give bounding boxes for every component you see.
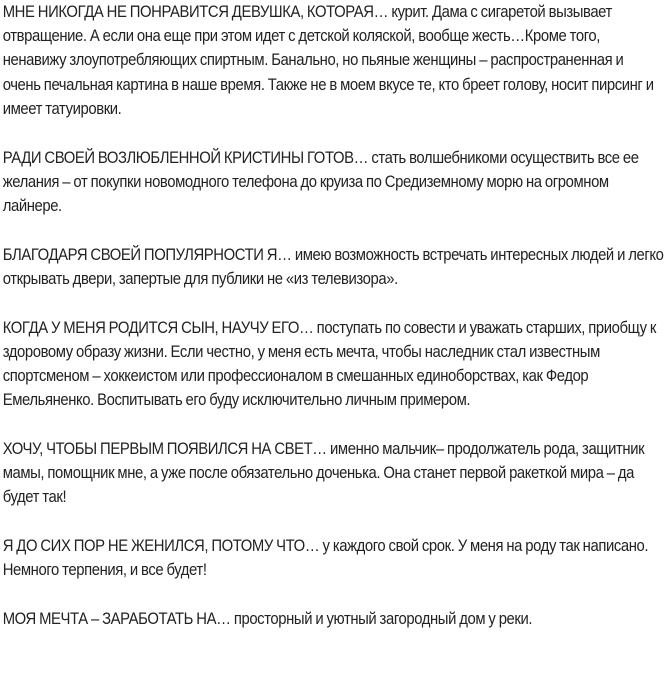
paragraph-first-born bbox=[3, 437, 665, 510]
paragraph-text: именно мальчик– продолжатель рода, защитник мамы, помощник мне, а уже после обязательно доченька. Она станет первой ракеткой мира – да будет так! bbox=[2, 439, 645, 507]
paragraph-lead: БЛАГОДАРЯ СВОЕЙ ПОПУЛЯРНОСТИ Я… bbox=[2, 245, 292, 264]
paragraph-lead: МОЯ МЕЧТА – ЗАРАБОТАТЬ НА… bbox=[2, 609, 231, 628]
paragraph-son bbox=[3, 316, 665, 413]
paragraph-text: имею возможность встречать интересных людей и легко открывать двери, запертые для публики не «из телевизора». bbox=[2, 245, 664, 288]
paragraph-smoking bbox=[3, 0, 665, 121]
paragraph-lead: МНЕ НИКОГДА НЕ ПОНРАВИТСЯ ДЕВУШКА, КОТОРАЯ… bbox=[2, 3, 389, 21]
paragraph-lead: РАДИ СВОЕЙ ВОЗЛЮБЛЕННОЙ КРИСТИНЫ ГОТОВ… bbox=[2, 148, 369, 167]
paragraph-lead: ХОЧУ, ЧТОБЫ ПЕРВЫМ ПОЯВИЛСЯ НА СВЕТ… bbox=[2, 439, 327, 458]
paragraph-text: поступать по совести и уважать старших, приобщу к здоровому образу жизни. Если честно, у меня есть мечта, чтобы наследник стал известным спортсменом – хоккеистом или профессионалом в смешанных единоборствах, как Федор Емельяненко. Воспитывать его буду исключительно личным примером. bbox=[2, 318, 656, 410]
paragraph-text: стать волшебникоми осуществить все ее желания – от покупки новомодного телефона до круиза по Средиземному морю на огромном лайнере. bbox=[2, 148, 639, 215]
paragraph-text: у каждого свой срок. У меня на роду так написано. Немного терпения, и все будет! bbox=[2, 536, 649, 580]
paragraph-kristina bbox=[3, 146, 665, 219]
paragraph-not-married bbox=[3, 534, 665, 582]
paragraph-lead: Я ДО СИХ ПОР НЕ ЖЕНИЛСЯ, ПОТОМУ ЧТО… bbox=[2, 536, 320, 555]
paragraph-dream bbox=[3, 607, 665, 631]
paragraph-lead: КОГДА У МЕНЯ РОДИТСЯ СЫН, НАУЧУ ЕГО… bbox=[2, 318, 314, 337]
paragraph-popularity bbox=[3, 243, 665, 291]
paragraph-text: курит. Дама с сигаретой вызывает отвращение. А если она еще при этом идет с детской коляской, вообще жесть…Кроме того, ненавижу злоупотребляющих спиртным. Банально, но пьяные женщины – распространенная и очень печальная картина в наше время. Также не в моем вкусе те, кто бреет голову, носит пирсинг и имеет татуировки. bbox=[2, 3, 654, 118]
paragraph-text: просторный и уютный загородный дом у реки. bbox=[230, 609, 533, 628]
